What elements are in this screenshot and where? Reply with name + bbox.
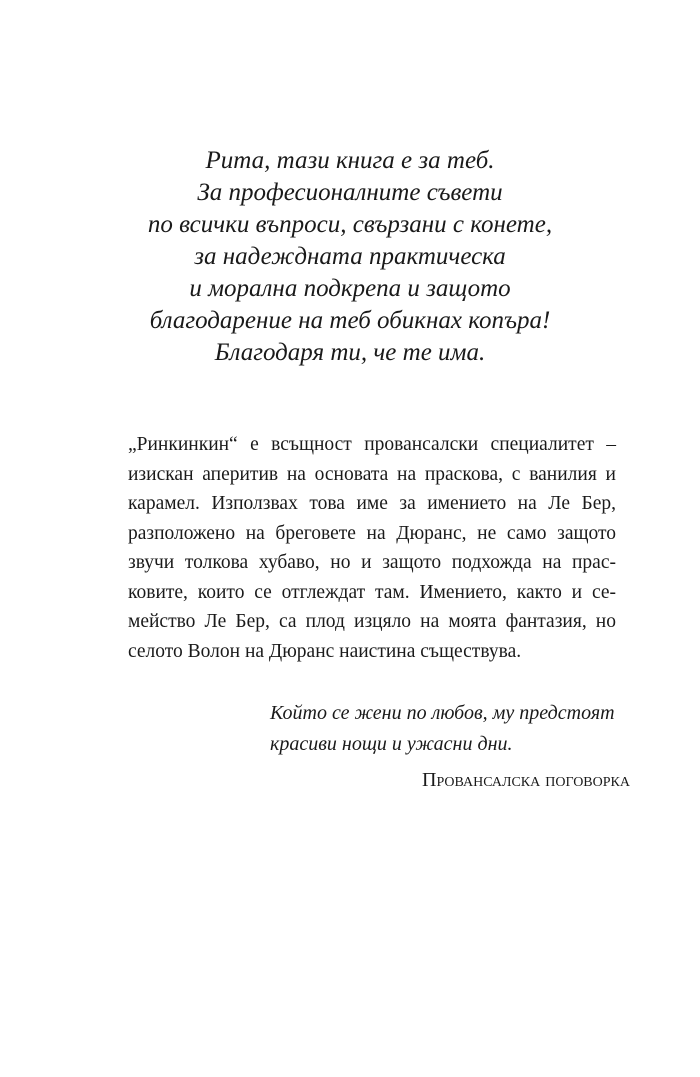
dedication-line: за надеждната практическа — [194, 243, 506, 270]
epigraph — [270, 698, 630, 760]
note-line: „Ринкинкин“ е всъщност провансалски специалитет – — [128, 434, 616, 455]
note-line: карамел. Използвах това име за имението на Ле Бер, — [128, 493, 616, 514]
dedication-line: и морална подкрепа и защото — [189, 275, 511, 302]
epigraph-line: Който се жени по любов, му предстоят — [270, 702, 615, 724]
note-line: разположено на бреговете на Дюранс, не само защото — [128, 522, 616, 544]
dedication-line: по всички въпроси, свързани с конете, — [147, 211, 553, 238]
dedication-line: Благодаря ти, че те има. — [214, 339, 486, 366]
epigraph-line: красиви нощи и ужасни дни. — [270, 733, 513, 755]
dedication — [0, 145, 700, 369]
note-line: изискан аперитив на основата на праскова, с ванилия и — [128, 463, 616, 485]
note-line: селото Волон на Дюранс наистина съществува. — [128, 640, 522, 662]
dedication-line: За професионалните съвети — [197, 179, 503, 206]
note-line: звучи толкова хубаво, но и защото подхожда на прас- — [128, 552, 616, 573]
note-line: ковите, които се отглеждат там. Имението, както и се- — [128, 581, 616, 603]
epigraph-attribution: Провансалска поговорка — [422, 769, 630, 791]
dedication-line: Рита, тази книга е за теб. — [205, 147, 495, 174]
note-line: мейство Ле Бер, са плод изцяло на моята фантазия, но — [128, 611, 616, 632]
dedication-line: благодарение на теб обикнах копъра! — [149, 307, 551, 334]
author-note — [128, 430, 616, 666]
